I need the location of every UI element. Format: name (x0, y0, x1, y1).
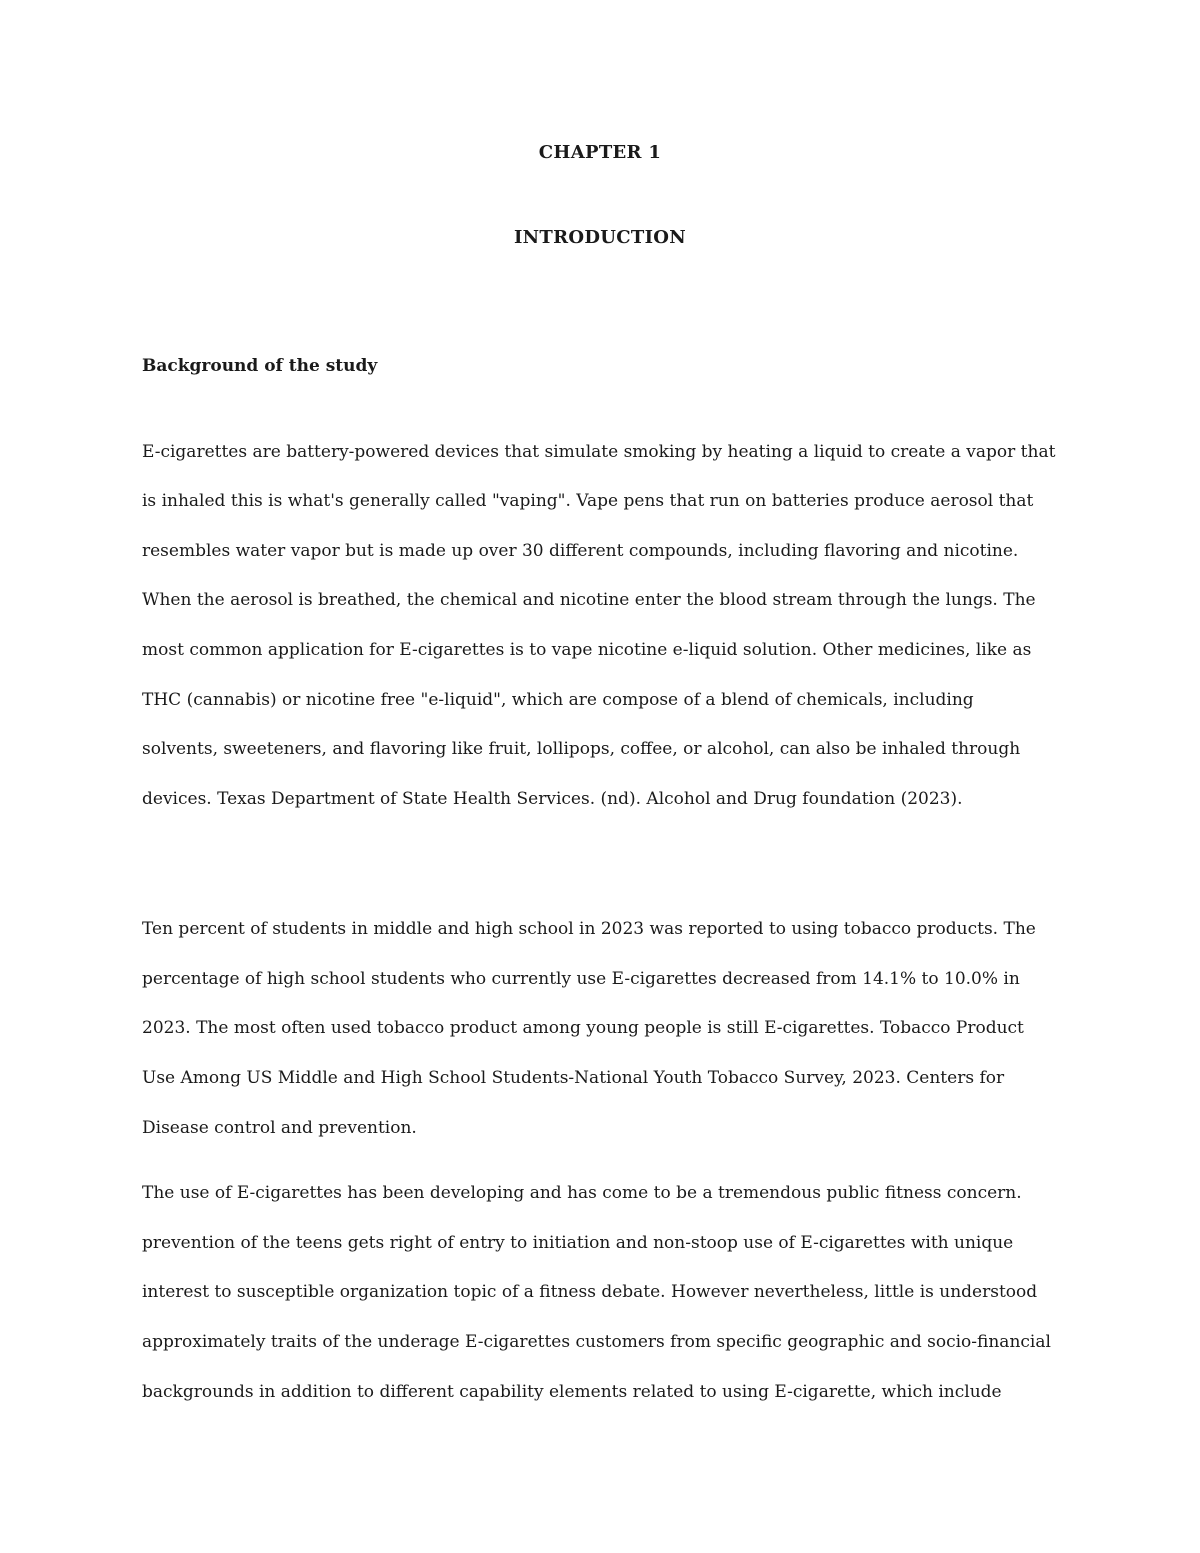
paragraph-line: When the aerosol is breathed, the chemical and nicotine enter the blood stream through the lungs. The (142, 590, 1036, 610)
subsection-title: Background of the study (142, 356, 378, 376)
paragraph-line: E-cigarettes are battery-powered devices that simulate smoking by heating a liquid to create a vapor that (142, 442, 1056, 462)
paragraph-line: resembles water vapor but is made up over 30 different compounds, including flavoring and nicotine. (142, 541, 1019, 561)
paragraph-line: most common application for E-cigarettes is to vape nicotine e-liquid solution. Other medicines, like as (142, 640, 1032, 660)
paragraph-line: devices. Texas Department of State Health Services. (nd). Alcohol and Drug foundation (2023). (142, 789, 963, 809)
paragraph-line: solvents, sweeteners, and flavoring like fruit, lollipops, coffee, or alcohol, can also be inhaled through (142, 739, 1021, 759)
paragraph-line: percentage of high school students who currently use E-cigarettes decreased from 14.1% to 10.0% in (142, 969, 1020, 989)
chapter-title: CHAPTER 1 (538, 142, 662, 163)
section-title: INTRODUCTION (513, 227, 687, 248)
paragraph-line: Use Among US Middle and High School Students-National Youth Tobacco Survey, 2023. Centers for (142, 1068, 1005, 1088)
paragraph-line: approximately traits of the underage E-cigarettes customers from specific geographic and socio-financial (142, 1332, 1051, 1352)
paragraph-line: The use of E-cigarettes has been developing and has come to be a tremendous public fitness concern. (142, 1183, 1022, 1203)
paragraph-line: Disease control and prevention. (142, 1118, 417, 1138)
paragraph-line: prevention of the teens gets right of entry to initiation and non-stoop use of E-cigarettes with unique (142, 1233, 1014, 1253)
paragraph-line: THC (cannabis) or nicotine free "e-liquid", which are compose of a blend of chemicals, including (142, 690, 974, 710)
paragraph-line: Ten percent of students in middle and high school in 2023 was reported to using tobacco products. The (142, 919, 1036, 939)
paragraph-line: interest to susceptible organization topic of a fitness debate. However nevertheless, little is understood (142, 1282, 1038, 1302)
paragraph-line: 2023. The most often used tobacco product among young people is still E-cigarettes. Tobacco Product (142, 1018, 1024, 1038)
paragraph-line: is inhaled this is what's generally called "vaping". Vape pens that run on batteries produce aerosol that (142, 491, 1034, 511)
paragraph-line: backgrounds in addition to different capability elements related to using E-cigarette, which include (142, 1382, 1002, 1402)
